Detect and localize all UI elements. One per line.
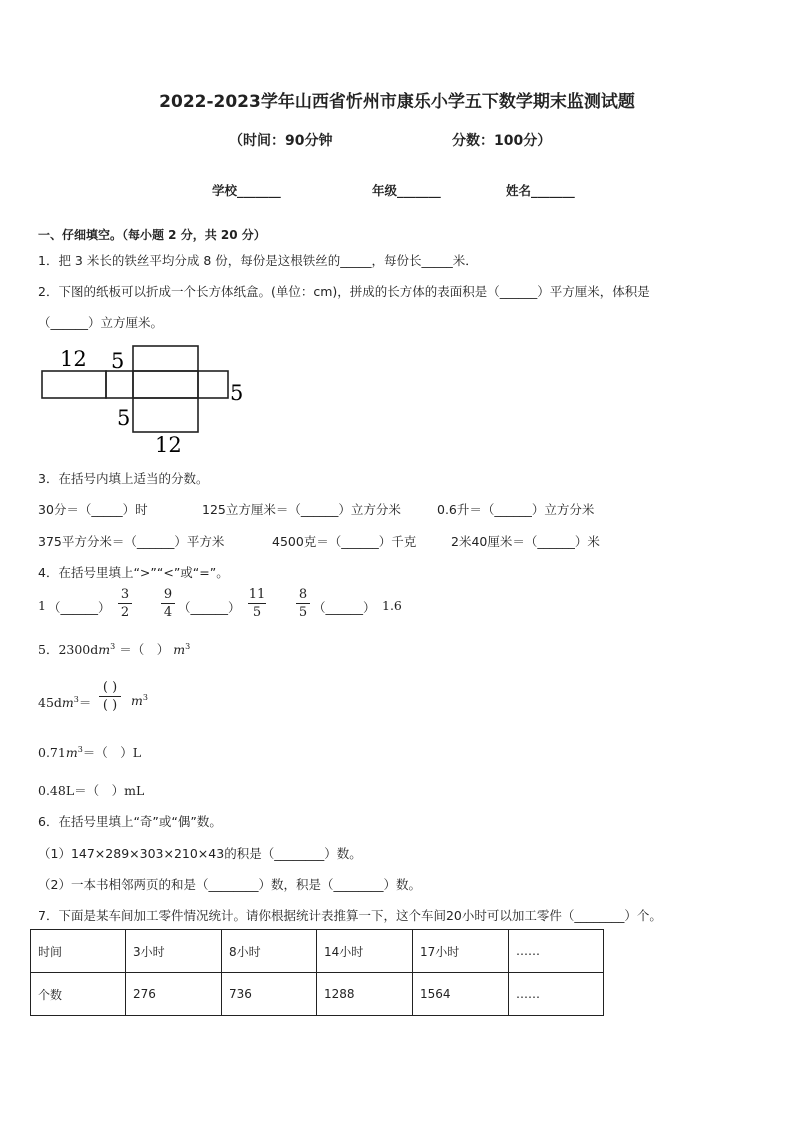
question-5b: $45dm^3=$: [38, 694, 92, 710]
numerator: 11: [248, 587, 266, 602]
q3-item-6: 2米40厘米＝（______）米: [451, 534, 600, 549]
label-5-right: 5: [230, 381, 244, 405]
question-2-line2: （______）立方厘米。: [38, 315, 164, 330]
numerator: 9: [163, 587, 173, 602]
label-12-top: 12: [60, 347, 87, 371]
table-cell: 276: [126, 973, 222, 1016]
table-cell: 8小时: [222, 930, 317, 973]
table-cell: 736: [222, 973, 317, 1016]
grade-field[interactable]: 年级_______: [372, 183, 441, 198]
q3-item-2: 125立方厘米＝（______）立方分米: [202, 502, 401, 517]
table-row: [31, 973, 604, 1016]
question-6: 6．在括号里填上“奇”或“偶”数。: [38, 814, 222, 829]
fraction-3-2: [118, 586, 132, 621]
question-5d: 0.48L＝（ ）mL: [38, 783, 145, 798]
question-6-2: （2）一本书相邻两页的和是（________）数，积是（________）数。: [38, 877, 421, 892]
table-row: [31, 930, 604, 973]
box-net-diagram: [38, 342, 258, 457]
numerator: 3: [120, 587, 130, 602]
table-cell: ……: [509, 973, 604, 1016]
denominator: 5: [252, 605, 262, 620]
denominator: 5: [298, 605, 308, 620]
school-field[interactable]: 学校_______: [212, 183, 281, 198]
label-5-bottom: 5: [117, 406, 131, 430]
question-5c: $0.71m^3=$（ ）L: [38, 744, 142, 760]
question-5a: 5．$2300dm^3$ ＝（ ） $m^3$: [38, 641, 191, 657]
score-label: 分数：100分）: [452, 133, 552, 149]
table-cell: 1564: [413, 973, 509, 1016]
question-4: 4．在括号里填上“>”“<”或“=”。: [38, 565, 229, 580]
q3-item-5: 4500克＝（______）千克: [272, 534, 417, 549]
q4-blank-2[interactable]: （______）: [178, 600, 241, 615]
statistics-table: [30, 929, 604, 1016]
table-cell: 个数: [31, 973, 126, 1016]
time-label: （时间：90分钟: [229, 133, 333, 149]
q4-blank-3[interactable]: （______）: [313, 600, 376, 615]
numerator-blank[interactable]: ( ): [102, 680, 118, 695]
numerator: 8: [298, 587, 308, 602]
q4-value-1-6: 1.6: [382, 598, 402, 613]
q3-item-4: 375平方分米＝（______）平方米: [38, 534, 225, 549]
table-cell: 3小时: [126, 930, 222, 973]
question-7: 7．下面是某车间加工零件情况统计。请你根据统计表推算一下，这个车间20小时可以加工零件（________）个。: [38, 908, 662, 923]
q4-blank-1[interactable]: （______）: [48, 600, 111, 615]
q5b-unit: $m^3$: [131, 693, 148, 709]
q3-item-3: 0.6升＝（______）立方分米: [437, 502, 595, 517]
q3-item-1: 30分＝（_____）时: [38, 502, 148, 517]
denominator: 2: [120, 605, 130, 620]
table-cell: 14小时: [317, 930, 413, 973]
fraction-blank[interactable]: [99, 679, 121, 714]
label-5-top: 5: [111, 349, 125, 373]
table-cell: 时间: [31, 930, 126, 973]
question-2-line1: 2．下图的纸板可以折成一个长方体纸盒。(单位：cm)，拼成的长方体的表面积是（______）平方厘米，体积是: [38, 284, 650, 299]
denominator-blank[interactable]: ( ): [102, 698, 118, 713]
q4-one: 1: [38, 598, 46, 613]
page-title: 2022-2023学年山西省忻州市康乐小学五下数学期末监测试题: [159, 92, 635, 112]
table-cell: ……: [509, 930, 604, 973]
section-heading: 一、仔细填空。（每小题 2 分，共 20 分）: [38, 228, 266, 242]
question-3: 3．在括号内填上适当的分数。: [38, 471, 209, 486]
question-6-1: （1）147×289×303×210×43的积是（________）数。: [38, 846, 362, 861]
table-cell: 17小时: [413, 930, 509, 973]
denominator: 4: [163, 605, 173, 620]
fraction-8-5: [296, 586, 310, 621]
label-12-bottom: 12: [155, 433, 182, 457]
fraction-11-5: [248, 586, 266, 621]
name-field[interactable]: 姓名_______: [506, 183, 575, 198]
question-1: 1．把 3 米长的铁丝平均分成 8 份，每份是这根铁丝的_____，每份长_____米．: [38, 253, 478, 268]
table-cell: 1288: [317, 973, 413, 1016]
fraction-9-4: [161, 586, 175, 621]
